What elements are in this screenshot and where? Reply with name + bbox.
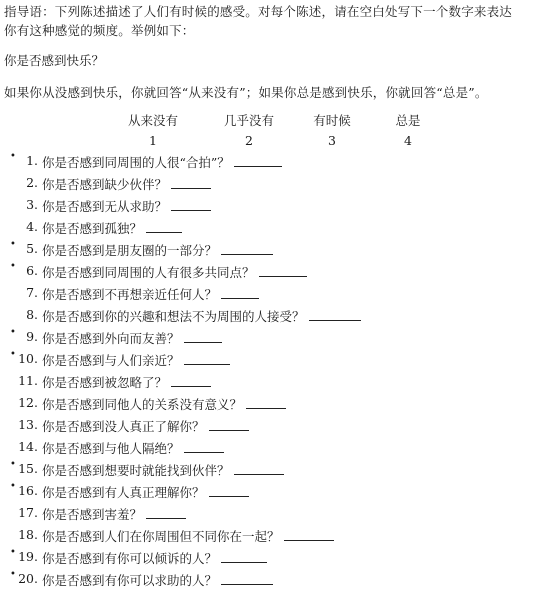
item-text-group [42,351,230,369]
item-number: 3. [26,197,38,212]
answer-blank[interactable] [184,329,222,343]
item-number: 15. [18,461,38,476]
answer-blank[interactable] [234,461,284,475]
item-text-group [42,505,186,523]
item-text-group [42,527,334,545]
item-question: 你是否感到害羞？ [42,507,143,522]
item-question: 你是否感到有你可以求助的人？ [42,573,218,588]
item-text-group [42,197,211,215]
item-number: 16. [18,483,38,498]
scale-label-2: 几乎没有 [223,113,274,128]
reverse-score-marker: • [10,151,16,162]
reverse-score-marker: • [10,327,16,338]
scale-number-3: 3 [328,133,336,148]
example-question: 你是否感到快乐？ [4,53,105,68]
answer-blank[interactable] [221,571,273,585]
item-text-group [42,285,259,303]
item-question: 你是否感到有人真正理解你？ [42,485,205,500]
scale-number-2: 2 [245,133,253,148]
item-text-group [42,373,211,391]
item-text-group [42,241,273,259]
item-question: 你是否感到孤独？ [42,221,143,236]
item-number: 18. [18,527,38,542]
answer-blank[interactable] [171,373,211,387]
scale-number-1: 1 [149,133,157,148]
answer-blank[interactable] [246,395,286,409]
reverse-score-marker: • [10,261,16,272]
item-text-group [42,483,249,501]
item-number: 2. [26,175,38,190]
answer-blank[interactable] [221,241,273,255]
item-number: 6. [26,263,38,278]
item-question: 你是否感到你的兴趣和想法不为周围的人接受？ [42,309,305,324]
answer-blank[interactable] [209,417,249,431]
scale-number-4: 4 [404,133,412,148]
scale-label-3: 有时候 [313,113,351,128]
item-question: 你是否感到被忽略了？ [42,375,168,390]
answer-blank[interactable] [171,197,211,211]
reverse-score-marker: • [10,239,16,250]
reverse-score-marker: • [10,459,16,470]
answer-blank[interactable] [234,153,282,167]
item-number: 4. [26,219,38,234]
answer-blank[interactable] [309,307,361,321]
item-text-group [42,329,222,347]
item-text-group [42,263,307,281]
item-text-group [42,395,286,413]
item-text-group [42,571,273,589]
item-text-group [42,461,284,479]
reverse-score-marker: • [10,569,16,580]
item-number: 9. [26,329,38,344]
reverse-score-marker: • [10,547,16,558]
item-question: 你是否感到同周围的人有很多共同点？ [42,265,255,280]
reverse-score-marker: • [10,481,16,492]
instructions [4,2,554,40]
item-question: 你是否感到有你可以倾诉的人？ [42,551,218,566]
answer-blank[interactable] [221,285,259,299]
answer-blank[interactable] [171,175,211,189]
item-text-group [42,307,361,325]
item-number: 5. [26,241,38,256]
item-question: 你是否感到没人真正了解你？ [42,419,205,434]
item-question: 你是否感到想要时就能找到伙伴？ [42,463,230,478]
item-number: 11. [18,373,38,388]
scale-label-4: 总是 [395,113,421,128]
item-question: 你是否感到缺少伙伴？ [42,177,168,192]
item-number: 13. [18,417,38,432]
item-text-group [42,549,267,567]
answer-blank[interactable] [259,263,307,277]
answer-blank[interactable] [284,527,334,541]
item-question: 你是否感到同周围的人很“合拍”？ [42,155,230,170]
instructions-line-1: 指导语：下列陈述描述了人们有时候的感受。对每个陈述，请在空白处写下一个数字来表达 [4,4,513,19]
item-number: 10. [18,351,38,366]
item-number: 14. [18,439,38,454]
item-number: 12. [18,395,38,410]
instructions-line-2: 你有这种感觉的频度。举例如下： [4,23,195,38]
item-question: 你是否感到人们在你周围但不同你在一起？ [42,529,280,544]
scale-label-1: 从来没有 [127,113,178,128]
item-question: 你是否感到不再想亲近任何人？ [42,287,218,302]
answer-blank[interactable] [184,351,230,365]
answer-blank[interactable] [221,549,267,563]
item-question: 你是否感到外向而友善？ [42,331,180,346]
item-number: 19. [18,549,38,564]
example-answer-rule: 如果你从没感到快乐，你就回答“从来没有”；如果你总是感到快乐，你就回答“总是”。 [4,85,488,100]
item-text-group [42,175,211,193]
answer-blank[interactable] [209,483,249,497]
item-number: 1. [26,153,38,168]
item-text-group [42,417,249,435]
item-question: 你是否感到无从求助？ [42,199,168,214]
item-question: 你是否感到是朋友圈的一部分？ [42,243,218,258]
item-question: 你是否感到同他人的关系没有意义？ [42,397,243,412]
item-number: 17. [18,505,38,520]
answer-blank[interactable] [184,439,224,453]
item-text-group [42,153,282,171]
item-question: 你是否感到与人们亲近？ [42,353,180,368]
item-question: 你是否感到与他人隔绝？ [42,441,180,456]
item-text-group [42,439,224,457]
item-text-group [42,219,182,237]
answer-blank[interactable] [146,505,186,519]
item-number: 20. [18,571,38,586]
item-number: 7. [26,285,38,300]
item-number: 8. [26,307,38,322]
answer-blank[interactable] [146,219,182,233]
reverse-score-marker: • [10,349,16,360]
